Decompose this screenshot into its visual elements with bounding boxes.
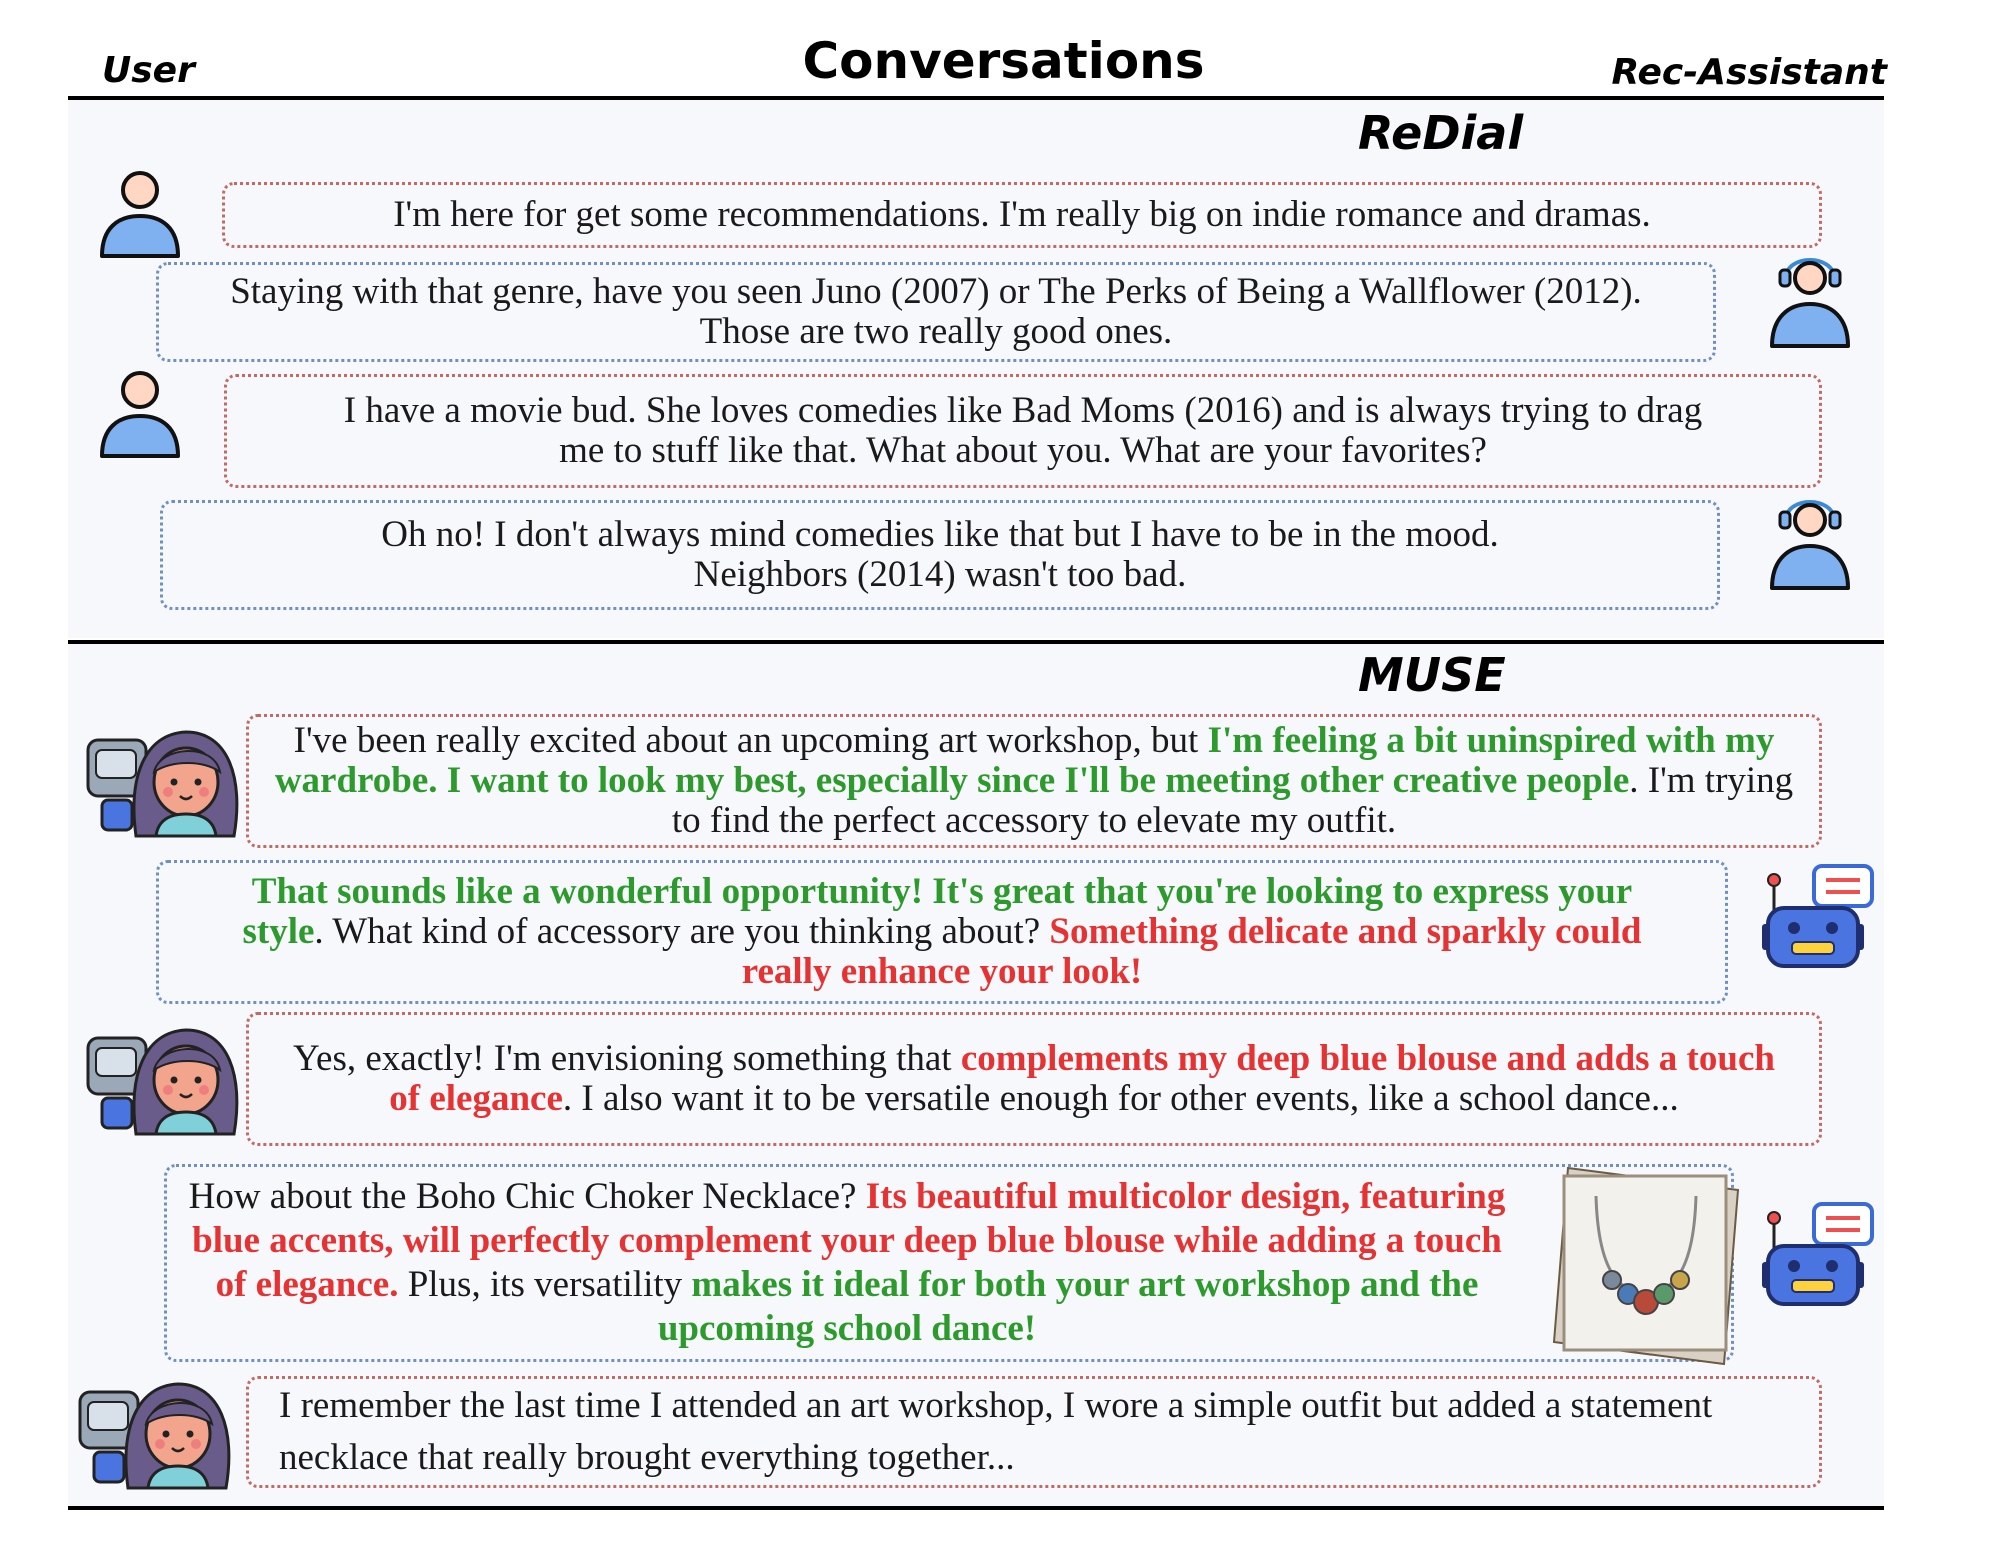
redial-section-title: ReDial: [1358, 106, 1524, 160]
redial-assistant-bubble-2: [160, 500, 1720, 610]
muse-user-bubble-3: [246, 1376, 1822, 1488]
plain-segment: I remember the last time I attended an art workshop, I wore a simple outfit but added a statement necklace that really brought everything together...: [279, 1385, 1713, 1478]
redial-user-bubble-1: [222, 182, 1822, 248]
figure-title: Conversations: [802, 32, 1205, 90]
user-column-label: User: [102, 50, 195, 91]
muse-turn-text: [267, 721, 1801, 841]
muse-turn-text: [219, 872, 1665, 992]
muse-turn-text: [173, 1175, 1521, 1351]
green-highlight-segment: That sounds like a wonderful opportunity! It's great that you're looking to express your style: [242, 871, 1633, 952]
assistant-column-label: Rec-Assistant: [1611, 52, 1887, 93]
redial-user-bubble-2: [224, 374, 1822, 488]
muse-turn-text: [289, 1039, 1779, 1119]
plain-segment: . I'm trying to find the perfect accessory to elevate my outfit.: [671, 760, 1794, 841]
red-highlight-segment: Something delicate and sparkly could really enhance your look!: [741, 911, 1642, 992]
plain-segment: I've been really excited about an upcoming art workshop, but: [293, 720, 1208, 761]
assistant-headset-icon: [1766, 246, 1854, 350]
green-highlight-segment: makes it ideal for both your art workshop and the upcoming school dance!: [657, 1264, 1479, 1349]
user-person-icon: [96, 368, 184, 460]
red-highlight-segment: complements my deep blue blouse and adds a touch of elegance: [389, 1038, 1775, 1119]
plain-segment: Yes, exactly! I'm envisioning something that: [293, 1038, 961, 1079]
plain-segment: . I also want it to be versatile enough for other events, like a school dance...: [562, 1078, 1679, 1119]
muse-assistant-bubble-1: [156, 860, 1728, 1004]
muse-assistant-bubble-2: [164, 1164, 1734, 1362]
redial-assistant-bubble-1: [156, 262, 1716, 362]
necklace-product-image: [1546, 1156, 1746, 1368]
plain-segment: How about the Boho Chic Choker Necklace?: [188, 1176, 866, 1217]
user-girl-avatar-icon: [76, 1372, 236, 1490]
redial-turn-text: Oh no! I don't always mind comedies like that but I have to be in the mood. Neighbors (2014) wasn't too bad.: [381, 514, 1499, 595]
chatbot-robot-icon: [1762, 1200, 1878, 1310]
chatbot-robot-icon: [1762, 862, 1878, 972]
assistant-headset-icon: [1766, 488, 1854, 592]
redial-turn-text: I'm here for get some recommendations. I'm really big on indie romance and dramas.: [393, 194, 1651, 235]
user-girl-avatar-icon: [84, 720, 244, 838]
red-highlight-segment: Its beautiful multicolor design, featuring blue accents, will perfectly complement your deep blue blouse while adding a touch of elegance.: [192, 1176, 1506, 1305]
muse-user-bubble-2: [246, 1012, 1822, 1146]
user-girl-avatar-icon: [84, 1018, 244, 1136]
plain-segment: . What kind of accessory are you thinking about?: [314, 911, 1050, 952]
footer-rule: [68, 1506, 1884, 1510]
muse-user-bubble-1: [246, 714, 1822, 848]
redial-turn-text: Staying with that genre, have you seen Juno (2007) or The Perks of Being a Wallflower (2012). Those are two really good ones.: [230, 271, 1642, 352]
muse-section-title: MUSE: [1358, 648, 1506, 702]
redial-turn-text: I have a movie bud. She loves comedies like Bad Moms (2016) and is always trying to drag me to stuff like that. What about you. What are your favorites?: [343, 390, 1703, 471]
green-highlight-segment: I'm feeling a bit uninspired with my wardrobe. I want to look my best, especially since I'll be meeting other creative people: [274, 720, 1775, 801]
plain-segment: Plus, its versatility: [398, 1264, 692, 1305]
user-person-icon: [96, 168, 184, 260]
muse-turn-text: [279, 1380, 1789, 1484]
